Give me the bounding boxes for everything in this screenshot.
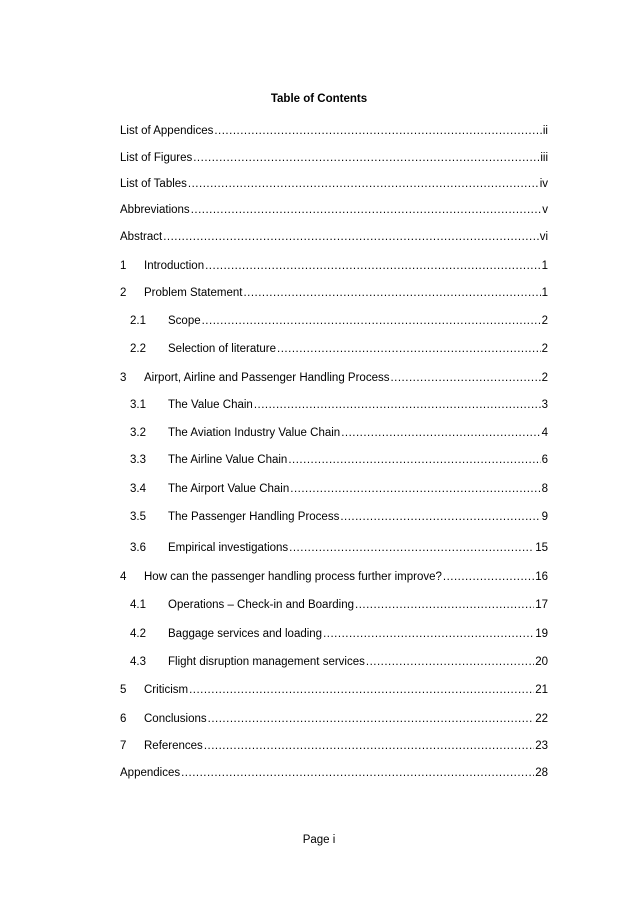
toc-entry-number: 4.3 [130,656,146,668]
toc-entry[interactable] [120,765,548,781]
dot-leader [191,202,542,218]
toc-entry[interactable] [130,341,548,357]
toc-entry-label: References [144,740,203,752]
toc-entry-page: iv [539,178,548,190]
dot-leader [254,397,541,413]
toc-entry[interactable] [120,123,548,139]
toc-entry-label: Flight disruption management services [168,656,365,668]
toc-entry-page: 2 [541,315,548,327]
toc-entry-page: 1 [541,260,548,272]
toc-entry-number: 3.5 [130,511,146,523]
toc-entry-number: 4.1 [130,599,146,611]
dot-leader [355,597,534,613]
toc-entry-page: 6 [541,454,548,466]
toc-entry-page: iii [540,152,548,164]
toc-entry-page: v [542,204,548,216]
toc-entry-number: 5 [120,684,127,696]
page-number-footer: Page i [302,834,336,846]
toc-entry-number: 6 [120,713,127,725]
toc-entry-number: 4 [120,571,127,583]
toc-entry-label: Empirical investigations [168,542,289,554]
toc-entry-label: Baggage services and loading [168,628,323,640]
toc-entry[interactable] [120,682,548,698]
toc-title: Table of Contents [270,93,368,105]
toc-entry[interactable] [120,569,548,585]
toc-entry-label: Selection of literature [168,343,277,355]
toc-entry-label: How can the passenger handling process further improve? [144,571,442,583]
dot-leader [214,123,542,139]
dot-leader [243,285,540,301]
toc-entry-number: 3 [120,372,127,384]
toc-entry-label: The Value Chain [168,399,253,411]
toc-entry[interactable] [130,626,548,642]
dot-leader [390,370,540,386]
toc-entry-page: 2 [541,343,548,355]
toc-entry-label: Airport, Airline and Passenger Handling Process [144,372,390,384]
toc-entry[interactable] [130,313,548,329]
toc-entry-page: 9 [541,511,548,523]
dot-leader [288,452,540,468]
dot-leader [340,509,540,525]
toc-entry-page: 15 [535,542,548,554]
toc-entry-page: 1 [541,287,548,299]
toc-entry-label: Appendices [120,767,181,779]
toc-entry-number: 3.3 [130,454,146,466]
toc-entry-page: 21 [535,684,548,696]
toc-entry[interactable] [120,176,548,192]
toc-entry-number: 2.2 [130,343,146,355]
toc-entry-label: Abbreviations [120,204,190,216]
dot-leader [323,626,534,642]
toc-entry[interactable] [130,452,548,468]
toc-entry-number: 2 [120,287,127,299]
toc-entry-label: Problem Statement [144,287,243,299]
toc-entry-label: List of Appendices [120,125,214,137]
toc-entry-label: List of Tables [120,178,187,190]
toc-entry-label: Scope [168,315,201,327]
toc-entry-page: 28 [535,767,548,779]
toc-entry-page: 4 [541,427,548,439]
dot-leader [208,711,535,727]
toc-entry-page: 17 [535,599,548,611]
toc-entry-number: 3.6 [130,542,146,554]
dot-leader [204,738,534,754]
toc-entry[interactable] [130,540,548,556]
toc-entry-page: 16 [535,571,548,583]
dot-leader [189,682,534,698]
toc-entry-number: 7 [120,740,127,752]
toc-entry-number: 4.2 [130,628,146,640]
toc-entry-label: List of Figures [120,152,193,164]
toc-entry[interactable] [120,229,548,245]
toc-entry-page: ii [542,125,548,137]
toc-entry-label: Conclusions [144,713,207,725]
dot-leader [181,765,534,781]
toc-entry-label: The Airport Value Chain [168,483,290,495]
toc-entry[interactable] [120,258,548,274]
dot-leader [289,540,534,556]
dot-leader [290,481,540,497]
toc-entry-label: Abstract [120,231,163,243]
toc-entry-number: 1 [120,260,127,272]
dot-leader [341,425,540,441]
toc-entry[interactable] [130,481,548,497]
toc-entry[interactable] [120,370,548,386]
toc-entry[interactable] [120,150,548,166]
toc-entry-page: 19 [535,628,548,640]
toc-entry-number: 3.1 [130,399,146,411]
dot-leader [443,569,534,585]
toc-entry-page: 3 [541,399,548,411]
toc-entry-label: The Aviation Industry Value Chain [168,427,341,439]
toc-entry[interactable] [120,711,548,727]
toc-entry-label: Operations – Check-in and Boarding [168,599,355,611]
toc-entry[interactable] [120,285,548,301]
toc-entry-page: 22 [535,713,548,725]
dot-leader [366,654,534,670]
toc-entry-label: Criticism [144,684,189,696]
toc-entry[interactable] [130,654,548,670]
toc-entry-page: 20 [535,656,548,668]
toc-entry-page: vi [539,231,548,243]
toc-entry[interactable] [130,597,548,613]
toc-entry-number: 2.1 [130,315,146,327]
toc-entry-page: 23 [535,740,548,752]
dot-leader [193,150,539,166]
toc-entry-number: 3.4 [130,483,146,495]
dot-leader [163,229,539,245]
toc-entry[interactable] [130,425,548,441]
toc-entry-label: The Airline Value Chain [168,454,288,466]
toc-entry[interactable] [130,397,548,413]
toc-entry[interactable] [120,202,548,218]
toc-entry[interactable] [130,509,548,525]
toc-entry-label: Introduction [144,260,205,272]
dot-leader [202,313,541,329]
dot-leader [205,258,540,274]
toc-entry-page: 8 [541,483,548,495]
toc-entry[interactable] [120,738,548,754]
dot-leader [188,176,539,192]
dot-leader [277,341,541,357]
toc-entry-number: 3.2 [130,427,146,439]
toc-entry-page: 2 [541,372,548,384]
toc-entry-label: The Passenger Handling Process [168,511,340,523]
